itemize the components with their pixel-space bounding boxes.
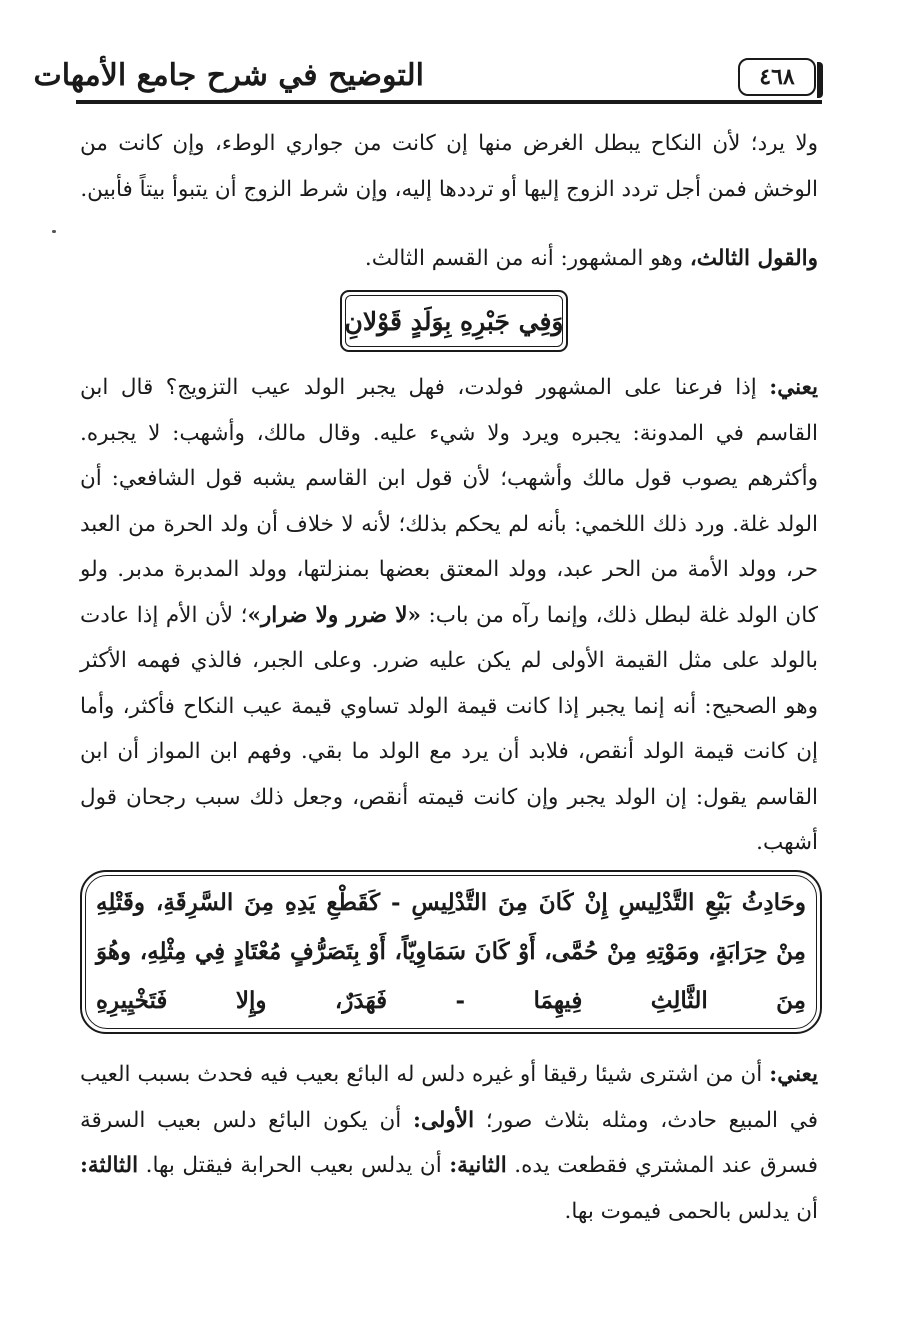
- verse-box-2: [80, 870, 822, 1034]
- third-opinion-label: والقول الثالث،: [689, 246, 818, 271]
- paragraph-3-lead: يعني:: [769, 375, 818, 400]
- paragraph-4-lead: يعني:: [769, 1062, 818, 1087]
- margin-mark: [52, 230, 56, 233]
- paragraph-1-text: ولا يرد؛ لأن النكاح يبطل الغرض منها إن كانت من جواري الوطء، وإن كانت من الوخش فمن أجل تردد الزوج إليها أو ترددها إليه، وإن شرط الزوج أن يتبوأ بيتاً فأبين.: [80, 131, 818, 202]
- header-rule: [76, 100, 822, 104]
- paragraph-3: [80, 365, 818, 866]
- verse-box-1: [340, 290, 568, 352]
- paragraph-2: [80, 236, 818, 282]
- paragraph-3-part-2: ؛ لأن الأم إذا عادت بالولد على مثل القيمة الأولى لم يكن عليه ضرر. وعلى الجبر، فالذي فهمه الأكثر وهو الصحيح: أنه إنما يجبر إذا كانت قيمة الولد تساوي قيمة عيب النكاح فأكثر، وأما إن كانت قيمة الولد أنقص، فلابد أن يرد مع الولد ما بقي. وفهم ابن المواز أن ابن القاسم يقول: إن الولد يجبر وإن كانت قيمته أنقص، وجعل ذلك سبب رجحان قول أشهب.: [80, 602, 818, 855]
- page-number: ٤٦٨: [738, 58, 816, 96]
- first-case-label: الأولى:: [413, 1107, 475, 1133]
- paragraph-3-part-1: إذا فرعنا على المشهور فولدت، فهل يجبر الولد عيب التزويج؟ قال ابن القاسم في المدونة: يجبره ويرد ولا شيء عليه. وقال مالك، وأشهب: لا يجبره. وأكثرهم يصوب قول مالك وأشهب؛ لأن قول ابن القاسم يشبه قول الشافعي: أن الولد غلة. ورد ذلك اللخمي: بأنه لم يحكم بذلك؛ لأنه لا خلاف أن ولد الحرة من العبد حر، وولد الأمة من الحر عبد، وولد المعتق بعضها بمنزلتها، وولد المدبرة مدبر. ولو كان الولد غلة لبطل ذلك، وإنما رآه من باب:: [80, 375, 818, 628]
- paragraph-3-text: [80, 365, 818, 866]
- running-header-title: التوضيح في شرح جامع الأمهات: [33, 58, 424, 93]
- paragraph-2-rest: وهو المشهور: أنه من القسم الثالث.: [364, 246, 690, 271]
- third-case-text: أن يدلس بالحمى فيموت بها.: [564, 1198, 818, 1224]
- first-case-text: أن يكون البائع دلس بعيب السرقة فسرق عند المشتري فقطعت يده.: [80, 1107, 819, 1178]
- second-case-label: الثانية:: [449, 1153, 507, 1178]
- paragraph-1: [80, 121, 818, 212]
- third-case-label: الثالثة:: [80, 1153, 139, 1178]
- verse-1-text: وَفِي جَبْرِهِ بِوَلَدٍ قَوْلانِ: [344, 306, 564, 336]
- paragraph-4-text: [80, 1052, 818, 1234]
- verse-2-text: وحَادِثُ بَيْعِ التَّدْلِيسِ إِنْ كَانَ مِنَ التَّدْلِيسِ - كَقَطْعِ يَدِهِ مِنَ السَّرِقَةِ، وقَتْلِهِ مِنْ حِرَابَةٍ، ومَوْتِهِ مِنْ حُمَّى، أَوْ كَانَ سَمَاوِيّاً، أَوْ بِتَصَرُّفٍ مُعْتَادٍ فِي مِثْلِهِ، وهُوَ مِنَ الثَّالِثِ فِيهِمَا - فَهَدَرٌ، وإِلا فَتَخْيِيرِهِ: [96, 889, 806, 1014]
- second-case-text: أن يدلس بعيب الحرابة فيقتل بها.: [138, 1153, 450, 1178]
- hadith-quote: «لا ضرر ولا ضرار»: [247, 602, 421, 628]
- paragraph-4: [80, 1052, 818, 1234]
- paragraph-4-part-1: أن من اشترى شيئا رقيقا أو غيره دلس له البائع بعيب فيه فحدث بسبب العيب في المبيع حادث، ومثله بثلاث صور؛: [80, 1062, 819, 1133]
- paragraph-2-text: [80, 236, 818, 282]
